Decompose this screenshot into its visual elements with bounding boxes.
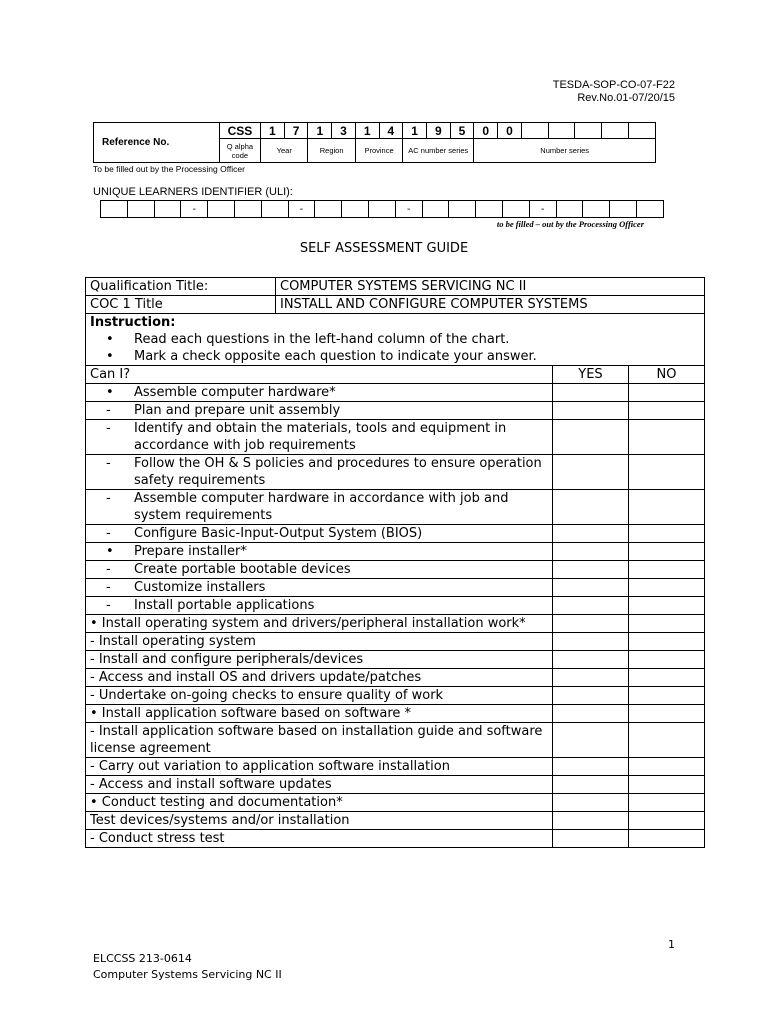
item-text: Plan and prepare unit assembly [134,403,341,418]
ref-digit[interactable] [628,123,655,139]
item-text: • Install application software based on software * [90,706,412,721]
competency-question [86,402,553,420]
reference-label: Reference No. [94,123,220,163]
item-marker: - [106,456,111,471]
no-checkbox-cell[interactable] [629,651,705,669]
yes-checkbox-cell[interactable] [553,669,629,687]
table-row [86,758,705,776]
competency-question [86,455,553,490]
no-checkbox-cell[interactable] [629,455,705,490]
yes-checkbox-cell[interactable] [553,525,629,543]
table-row [86,830,705,848]
item-text: - Conduct stress test [90,831,225,846]
ref-digit[interactable]: 4 [379,123,403,139]
uli-cell[interactable] [315,201,342,218]
competency-question [86,794,553,812]
uli-cell[interactable] [556,201,583,218]
no-checkbox-cell[interactable] [629,705,705,723]
ac-number-label: AC number series [403,139,474,163]
ref-digit[interactable] [521,123,548,139]
competency-question [86,669,553,687]
column-can-i: Can I? [86,366,553,384]
yes-checkbox-cell[interactable] [553,776,629,794]
table-row [86,579,705,597]
uli-cell[interactable] [422,201,449,218]
document-code [553,79,675,105]
ref-digit[interactable]: 0 [474,123,498,139]
footer-qualification: Computer Systems Servicing NC II [93,968,282,981]
table-row [86,669,705,687]
item-text: • Conduct testing and documentation* [90,795,343,810]
ref-digit[interactable]: 5 [450,123,474,139]
no-checkbox-cell[interactable] [629,723,705,758]
item-text: Follow the OH & S policies and procedures to ensure operation safety requirements [134,456,542,488]
page-title: SELF ASSESSMENT GUIDE [299,241,469,256]
no-checkbox-cell[interactable] [629,669,705,687]
competency-question [86,597,553,615]
no-checkbox-cell[interactable] [629,633,705,651]
ref-digit[interactable] [575,123,602,139]
no-checkbox-cell[interactable] [629,615,705,633]
yes-checkbox-cell[interactable] [553,561,629,579]
no-checkbox-cell[interactable] [629,525,705,543]
table-row [86,776,705,794]
item-text: - Undertake on-going checks to ensure quality of work [90,688,444,703]
uli-cell[interactable]: - [288,201,315,218]
item-marker: - [106,403,111,418]
item-text: - Install application software based on installation guide and software license agreement [90,724,543,756]
item-marker: - [106,598,111,613]
yes-checkbox-cell[interactable] [553,758,629,776]
page-number: 1 [668,938,675,951]
competency-question [86,651,553,669]
qualification-title-value: COMPUTER SYSTEMS SERVICING NC II [276,278,705,296]
uli-cell[interactable] [368,201,395,218]
yes-checkbox-cell[interactable] [553,651,629,669]
table-row [86,402,705,420]
uli-cell[interactable] [208,201,235,218]
item-marker: - [106,526,111,541]
instruction-cell [86,314,705,366]
ref-digit[interactable]: CSS [219,123,260,139]
no-checkbox-cell[interactable] [629,402,705,420]
ref-digit[interactable]: 7 [284,123,308,139]
item-text: • Install operating system and drivers/peripheral installation work* [90,616,526,631]
yes-checkbox-cell[interactable] [553,687,629,705]
item-text: - Install operating system [90,634,256,649]
item-text: Install portable applications [134,598,315,613]
uli-cell[interactable] [101,201,128,218]
no-checkbox-cell[interactable] [629,794,705,812]
item-marker: - [106,421,111,436]
no-checkbox-cell[interactable] [629,830,705,848]
instruction-label: Instruction: [90,315,176,330]
table-row [86,420,705,455]
table-row [86,794,705,812]
uli-cell[interactable]: - [181,201,208,218]
bullet: • [106,349,114,364]
yes-checkbox-cell[interactable] [553,402,629,420]
item-text: Prepare installer* [134,544,247,559]
no-checkbox-cell[interactable] [629,490,705,525]
revision-number: Rev.No.01-07/20/15 [577,92,675,104]
no-checkbox-cell[interactable] [629,384,705,402]
table-row [86,633,705,651]
uli-cell[interactable] [610,201,637,218]
table-row [86,812,705,830]
instruction-item: • Read each questions in the left-hand column of the chart. [106,332,510,347]
item-marker: • [106,544,114,559]
ref-digit[interactable]: 1 [261,123,285,139]
yes-checkbox-cell[interactable] [553,705,629,723]
no-checkbox-cell[interactable] [629,758,705,776]
no-checkbox-cell[interactable] [629,561,705,579]
uli-cell[interactable]: - [529,201,556,218]
competency-question [86,543,553,561]
column-no: NO [629,366,705,384]
no-checkbox-cell[interactable] [629,579,705,597]
item-text: Assemble computer hardware in accordance with job and system requirements [134,491,509,523]
ref-digit[interactable]: 3 [332,123,356,139]
ref-digit[interactable] [548,123,575,139]
ref-digit[interactable]: 1 [403,123,427,139]
ref-digit[interactable]: 1 [308,123,332,139]
item-marker: - [106,580,111,595]
coc-title-label: COC 1 Title [86,296,276,314]
item-text: - Carry out variation to application software installation [90,759,450,774]
ref-digit[interactable] [602,123,629,139]
uli-cell[interactable] [502,201,529,218]
competency-question [86,579,553,597]
competency-question [86,705,553,723]
competency-question [86,525,553,543]
yes-checkbox-cell[interactable] [553,615,629,633]
footer-code: ELCCSS 213-0614 [93,952,192,965]
item-text: - Access and install software updates [90,777,332,792]
competency-question [86,420,553,455]
reference-number-table [93,122,656,163]
yes-checkbox-cell[interactable] [553,633,629,651]
yes-checkbox-cell[interactable] [553,597,629,615]
no-checkbox-cell[interactable] [629,420,705,455]
yes-checkbox-cell[interactable] [553,830,629,848]
no-checkbox-cell[interactable] [629,543,705,561]
qualification-title-label: Qualification Title: [86,278,276,296]
uli-cell[interactable] [449,201,476,218]
item-text: - Access and install OS and drivers update/patches [90,670,422,685]
uli-cell[interactable] [261,201,288,218]
instruction-item: • Mark a check opposite each question to indicate your answer. [106,349,537,364]
item-marker: - [106,491,111,506]
footer [93,951,282,983]
yes-checkbox-cell[interactable] [553,455,629,490]
uli-table [100,200,664,218]
yes-checkbox-cell[interactable] [553,723,629,758]
item-text: Create portable bootable devices [134,562,351,577]
item-text: - Install and configure peripherals/devices [90,652,364,667]
competency-question [86,561,553,579]
item-marker: • [106,385,114,400]
uli-note: to be filled – out by the Processing Officer [496,219,644,229]
bullet: • [106,332,114,347]
item-text: Test devices/systems and/or installation [90,813,350,828]
no-checkbox-cell[interactable] [629,597,705,615]
competency-question [86,830,553,848]
yes-checkbox-cell[interactable] [553,490,629,525]
competency-question [86,633,553,651]
table-row [86,723,705,758]
table-row [86,561,705,579]
yes-checkbox-cell[interactable] [553,794,629,812]
competency-question [86,758,553,776]
table-row [86,543,705,561]
processing-officer-note: To be filled out by the Processing Officer [93,164,245,174]
yes-checkbox-cell[interactable] [553,420,629,455]
uli-cell[interactable] [583,201,610,218]
table-row [86,455,705,490]
table-row [86,384,705,402]
competency-question [86,812,553,830]
uli-cell[interactable] [154,201,181,218]
uli-cell[interactable] [234,201,261,218]
competency-question [86,776,553,794]
table-row [86,615,705,633]
yes-checkbox-cell[interactable] [553,812,629,830]
no-checkbox-cell[interactable] [629,776,705,794]
table-row [86,597,705,615]
yes-checkbox-cell[interactable] [553,543,629,561]
column-yes: YES [553,366,629,384]
table-row [86,705,705,723]
item-text: Customize installers [134,580,266,595]
competency-question [86,490,553,525]
region-label: Region [308,139,355,163]
uli-label: UNIQUE LEARNERS IDENTIFIER (ULI): [93,186,293,198]
ref-digit[interactable]: 1 [355,123,379,139]
no-checkbox-cell[interactable] [629,687,705,705]
competency-question [86,723,553,758]
item-marker: - [106,562,111,577]
table-row [86,525,705,543]
coc-title-value: INSTALL AND CONFIGURE COMPUTER SYSTEMS [276,296,705,314]
yes-checkbox-cell[interactable] [553,384,629,402]
qual-code-label: Q alpha code [219,139,260,163]
uli-cell[interactable] [127,201,154,218]
self-assessment-table [85,277,705,848]
yes-checkbox-cell[interactable] [553,579,629,597]
ref-digit[interactable]: 0 [498,123,522,139]
province-label: Province [355,139,402,163]
uli-cell[interactable] [342,201,369,218]
competency-question [86,687,553,705]
item-text: Assemble computer hardware* [134,385,336,400]
number-series-label: Number series [474,139,656,163]
table-row [86,687,705,705]
item-text: Configure Basic-Input-Output System (BIOS) [134,526,423,541]
competency-question [86,384,553,402]
uli-cell[interactable] [476,201,503,218]
table-row [86,490,705,525]
year-label: Year [261,139,308,163]
competency-question [86,615,553,633]
uli-cell[interactable] [636,201,663,218]
no-checkbox-cell[interactable] [629,812,705,830]
form-code: TESDA-SOP-CO-07-F22 [552,79,675,91]
table-row [86,651,705,669]
ref-digit[interactable]: 9 [426,123,450,139]
uli-cell[interactable]: - [395,201,422,218]
item-text: Identify and obtain the materials, tools and equipment in accordance with job requirements [134,421,507,453]
